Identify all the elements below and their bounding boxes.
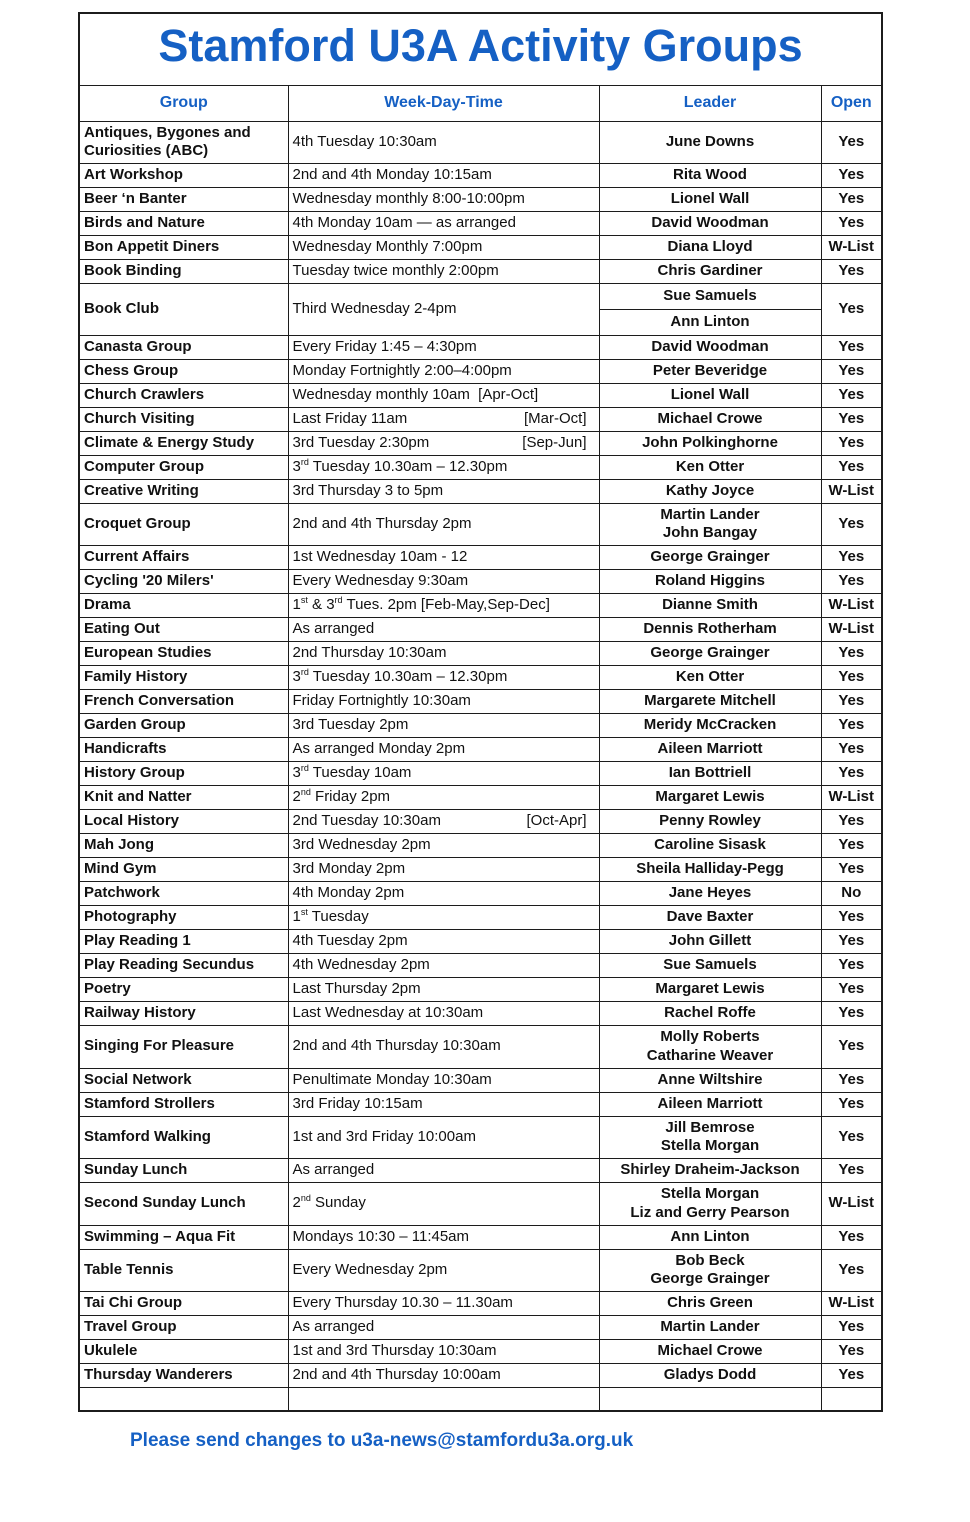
table-row — [79, 1116, 882, 1159]
time-cell: [Mar-Oct] Last Friday 11am — [288, 407, 599, 431]
leader-cell: Dennis Rotherham — [599, 618, 821, 642]
open-status-cell: Yes — [821, 407, 882, 431]
open-status-cell: Yes — [821, 1364, 882, 1388]
leader-cell: Shirley Draheim-Jackson — [599, 1159, 821, 1183]
activity-table-body — [79, 121, 882, 1411]
open-status-cell: Yes — [821, 834, 882, 858]
group-cell — [79, 1388, 288, 1411]
time-cell: 1st & 3rd Tues. 2pm [Feb-May,Sep-Dec] — [288, 594, 599, 618]
open-status-cell: Yes — [821, 260, 882, 284]
leader-cell: Jill Bemrose Stella Morgan — [599, 1116, 821, 1159]
time-cell: 3rd Tuesday 10am — [288, 762, 599, 786]
group-cell: Ukulele — [79, 1340, 288, 1364]
leader-cell — [599, 284, 821, 336]
table-row — [79, 570, 882, 594]
table-row — [79, 1316, 882, 1340]
time-cell — [288, 1388, 599, 1411]
time-cell: 3rd Friday 10:15am — [288, 1092, 599, 1116]
time-cell: Every Wednesday 2pm — [288, 1249, 599, 1292]
group-cell: Book Binding — [79, 260, 288, 284]
leader-cell: Michael Crowe — [599, 407, 821, 431]
group-cell: Knit and Natter — [79, 786, 288, 810]
time-cell: 3rd Tuesday 10.30am – 12.30pm — [288, 666, 599, 690]
table-row — [79, 906, 882, 930]
group-cell: Patchwork — [79, 882, 288, 906]
group-cell: Beer ‘n Banter — [79, 188, 288, 212]
leader-cell: Lionel Wall — [599, 383, 821, 407]
open-status-cell: W-List — [821, 1292, 882, 1316]
group-cell: Second Sunday Lunch — [79, 1183, 288, 1226]
leader-cell: Bob Beck George Grainger — [599, 1249, 821, 1292]
footer-note: Please send changes to u3a-news@stamfordu3a.org.uk — [130, 1430, 634, 1451]
table-row — [79, 1159, 882, 1183]
group-cell: Table Tennis — [79, 1249, 288, 1292]
open-status-cell: W-List — [821, 618, 882, 642]
table-row — [79, 954, 882, 978]
group-cell: Stamford Strollers — [79, 1092, 288, 1116]
group-cell: Sunday Lunch — [79, 1159, 288, 1183]
time-cell: Wednesday Monthly 7:00pm — [288, 236, 599, 260]
open-status-cell: Yes — [821, 642, 882, 666]
leader-cell: Rita Wood — [599, 164, 821, 188]
time-cell: [Sep-Jun] 3rd Tuesday 2:30pm — [288, 431, 599, 455]
group-cell: Croquet Group — [79, 503, 288, 546]
table-row — [79, 1225, 882, 1249]
leader-cell: Lionel Wall — [599, 188, 821, 212]
group-cell: Stamford Walking — [79, 1116, 288, 1159]
leader-cell: Rachel Roffe — [599, 1002, 821, 1026]
table-row — [79, 762, 882, 786]
time-cell: Every Friday 1:45 – 4:30pm — [288, 335, 599, 359]
leader-cell: Peter Beveridge — [599, 359, 821, 383]
leader-cell: Chris Green — [599, 1292, 821, 1316]
table-row — [79, 1092, 882, 1116]
group-cell: Creative Writing — [79, 479, 288, 503]
leader-cell: Anne Wiltshire — [599, 1068, 821, 1092]
group-cell: Mah Jong — [79, 834, 288, 858]
activity-groups-table — [78, 12, 883, 1412]
group-cell: Local History — [79, 810, 288, 834]
group-cell: Computer Group — [79, 455, 288, 479]
open-status-cell: Yes — [821, 359, 882, 383]
group-cell: Swimming – Aqua Fit — [79, 1225, 288, 1249]
leader-cell: Ian Bottriell — [599, 762, 821, 786]
column-header-group: Group — [79, 85, 288, 121]
season-tag: [Mar-Oct] — [524, 409, 587, 427]
table-row — [79, 1364, 882, 1388]
leader-cell: Sheila Halliday-Pegg — [599, 858, 821, 882]
time-cell: 3rd Thursday 3 to 5pm — [288, 479, 599, 503]
table-row — [79, 1340, 882, 1364]
table-row — [79, 1002, 882, 1026]
leader-cell: Jane Heyes — [599, 882, 821, 906]
group-cell: Climate & Energy Study — [79, 431, 288, 455]
leader-cell: Caroline Sisask — [599, 834, 821, 858]
table-row — [79, 164, 882, 188]
leader-cell: Aileen Marriott — [599, 1092, 821, 1116]
group-cell: Church Visiting — [79, 407, 288, 431]
table-row — [79, 359, 882, 383]
open-status-cell: Yes — [821, 738, 882, 762]
group-cell: Play Reading Secundus — [79, 954, 288, 978]
table-row — [79, 407, 882, 431]
leader-cell: Diana Lloyd — [599, 236, 821, 260]
group-cell: Eating Out — [79, 618, 288, 642]
table-row — [79, 690, 882, 714]
time-cell: 2nd Thursday 10:30am — [288, 642, 599, 666]
open-status-cell: Yes — [821, 906, 882, 930]
table-row — [79, 503, 882, 546]
time-cell: 2nd Friday 2pm — [288, 786, 599, 810]
leader-cell: Martin Lander — [599, 1316, 821, 1340]
leader-cell: Stella Morgan Liz and Gerry Pearson — [599, 1183, 821, 1226]
leader-cell: Margaret Lewis — [599, 786, 821, 810]
time-cell: 2nd Sunday — [288, 1183, 599, 1226]
group-cell: Railway History — [79, 1002, 288, 1026]
time-cell: 4th Wednesday 2pm — [288, 954, 599, 978]
time-cell: 2nd and 4th Monday 10:15am — [288, 164, 599, 188]
open-status-cell: Yes — [821, 431, 882, 455]
leader-cell: Michael Crowe — [599, 1340, 821, 1364]
leader-cell: David Woodman — [599, 335, 821, 359]
table-row — [79, 618, 882, 642]
time-cell: Monday Fortnightly 2:00–4:00pm — [288, 359, 599, 383]
table-row — [79, 786, 882, 810]
leader-cell: Aileen Marriott — [599, 738, 821, 762]
open-status-cell: Yes — [821, 383, 882, 407]
table-row — [79, 666, 882, 690]
time-cell: Last Wednesday at 10:30am — [288, 1002, 599, 1026]
column-header-open: Open — [821, 85, 882, 121]
open-status-cell — [821, 1388, 882, 1411]
leader-cell: June Downs — [599, 121, 821, 164]
table-row — [79, 882, 882, 906]
open-status-cell: W-List — [821, 1183, 882, 1226]
leader-cell: Margaret Lewis — [599, 978, 821, 1002]
leader-cell: John Gillett — [599, 930, 821, 954]
group-cell: Play Reading 1 — [79, 930, 288, 954]
leader-cell: Roland Higgins — [599, 570, 821, 594]
table-row — [79, 594, 882, 618]
open-status-cell: Yes — [821, 164, 882, 188]
time-cell: 3rd Monday 2pm — [288, 858, 599, 882]
group-cell: Mind Gym — [79, 858, 288, 882]
time-cell: 4th Monday 2pm — [288, 882, 599, 906]
group-cell: European Studies — [79, 642, 288, 666]
title-row — [79, 13, 882, 85]
time-cell: Tuesday twice monthly 2:00pm — [288, 260, 599, 284]
time-cell: Every Thursday 10.30 – 11.30am — [288, 1292, 599, 1316]
group-cell: Tai Chi Group — [79, 1292, 288, 1316]
leader-cell: Dianne Smith — [599, 594, 821, 618]
time-cell: Wednesday monthly 10am [Apr-Oct] — [288, 383, 599, 407]
open-status-cell: Yes — [821, 1092, 882, 1116]
group-cell: History Group — [79, 762, 288, 786]
time-cell: 3rd Tuesday 2pm — [288, 714, 599, 738]
open-status-cell: Yes — [821, 1159, 882, 1183]
table-row — [79, 1068, 882, 1092]
leader-cell — [599, 1388, 821, 1411]
leader-cell: Ken Otter — [599, 666, 821, 690]
leader-cell: Dave Baxter — [599, 906, 821, 930]
table-row — [79, 978, 882, 1002]
leader-cell: Penny Rowley — [599, 810, 821, 834]
column-header-row — [79, 85, 882, 121]
table-row — [79, 834, 882, 858]
group-cell: Garden Group — [79, 714, 288, 738]
open-status-cell: No — [821, 882, 882, 906]
open-status-cell: W-List — [821, 786, 882, 810]
time-cell: Mondays 10:30 – 11:45am — [288, 1225, 599, 1249]
leader-cell: Meridy McCracken — [599, 714, 821, 738]
time-cell: 4th Monday 10am — as arranged — [288, 212, 599, 236]
time-cell: As arranged Monday 2pm — [288, 738, 599, 762]
table-row — [79, 212, 882, 236]
time-cell: Penultimate Monday 10:30am — [288, 1068, 599, 1092]
open-status-cell: Yes — [821, 1002, 882, 1026]
table-row — [79, 858, 882, 882]
group-cell: Book Club — [79, 284, 288, 336]
open-status-cell: Yes — [821, 1340, 882, 1364]
table-row — [79, 260, 882, 284]
open-status-cell: Yes — [821, 810, 882, 834]
table-row — [79, 383, 882, 407]
leader-cell: Kathy Joyce — [599, 479, 821, 503]
leader-cell: George Grainger — [599, 546, 821, 570]
table-row — [79, 431, 882, 455]
group-cell: Thursday Wanderers — [79, 1364, 288, 1388]
season-tag: [Oct-Apr] — [526, 812, 587, 830]
open-status-cell: Yes — [821, 714, 882, 738]
table-row — [79, 121, 882, 164]
group-cell: Singing For Pleasure — [79, 1026, 288, 1069]
time-cell: 1st and 3rd Thursday 10:30am — [288, 1340, 599, 1364]
open-status-cell: Yes — [821, 978, 882, 1002]
time-cell: 1st Wednesday 10am - 12 — [288, 546, 599, 570]
leader-name: Ann Linton — [670, 312, 750, 330]
page-title: Stamford U3A Activity Groups — [79, 13, 882, 85]
time-cell: As arranged — [288, 1159, 599, 1183]
table-row — [79, 1026, 882, 1069]
group-cell: Cycling '20 Milers' — [79, 570, 288, 594]
time-cell: As arranged — [288, 618, 599, 642]
group-cell: Handicrafts — [79, 738, 288, 762]
time-cell: Wednesday monthly 8:00-10:00pm — [288, 188, 599, 212]
group-cell: Current Affairs — [79, 546, 288, 570]
time-cell: Third Wednesday 2-4pm — [288, 284, 599, 336]
table-row — [79, 1292, 882, 1316]
leader-cell: George Grainger — [599, 642, 821, 666]
group-cell: Canasta Group — [79, 335, 288, 359]
leader-cell: Gladys Dodd — [599, 1364, 821, 1388]
table-row — [79, 188, 882, 212]
table-row — [79, 1183, 882, 1226]
group-cell: Birds and Nature — [79, 212, 288, 236]
group-cell: Travel Group — [79, 1316, 288, 1340]
open-status-cell: Yes — [821, 455, 882, 479]
table-row — [79, 335, 882, 359]
season-tag: [Sep-Jun] — [522, 433, 587, 451]
table-row — [79, 738, 882, 762]
open-status-cell: Yes — [821, 930, 882, 954]
table-row — [79, 284, 882, 336]
open-status-cell: Yes — [821, 503, 882, 546]
group-cell: Chess Group — [79, 359, 288, 383]
table-row — [79, 930, 882, 954]
column-header-time: Week-Day-Time — [288, 85, 599, 121]
time-cell: As arranged — [288, 1316, 599, 1340]
table-row — [79, 479, 882, 503]
open-status-cell: Yes — [821, 284, 882, 336]
leader-cell: Martin Lander John Bangay — [599, 503, 821, 546]
time-cell: 1st Tuesday — [288, 906, 599, 930]
leader-cell: David Woodman — [599, 212, 821, 236]
leader-cell: Molly Roberts Catharine Weaver — [599, 1026, 821, 1069]
open-status-cell: Yes — [821, 954, 882, 978]
open-status-cell: Yes — [821, 212, 882, 236]
group-cell: French Conversation — [79, 690, 288, 714]
group-cell: Art Workshop — [79, 164, 288, 188]
time-cell: 1st and 3rd Friday 10:00am — [288, 1116, 599, 1159]
group-cell: Church Crawlers — [79, 383, 288, 407]
time-cell: 2nd and 4th Thursday 2pm — [288, 503, 599, 546]
open-status-cell: Yes — [821, 1225, 882, 1249]
open-status-cell: Yes — [821, 762, 882, 786]
open-status-cell: Yes — [821, 1316, 882, 1340]
time-cell: 4th Tuesday 10:30am — [288, 121, 599, 164]
open-status-cell: Yes — [821, 570, 882, 594]
table-row — [79, 455, 882, 479]
leader-cell: John Polkinghorne — [599, 431, 821, 455]
open-status-cell: W-List — [821, 594, 882, 618]
leader-name: Sue Samuels — [600, 284, 821, 310]
group-cell: Poetry — [79, 978, 288, 1002]
time-cell: Every Wednesday 9:30am — [288, 570, 599, 594]
group-cell: Drama — [79, 594, 288, 618]
table-row — [79, 810, 882, 834]
open-status-cell: Yes — [821, 690, 882, 714]
leader-cell: Chris Gardiner — [599, 260, 821, 284]
open-status-cell: Yes — [821, 858, 882, 882]
table-row — [79, 714, 882, 738]
open-status-cell: Yes — [821, 335, 882, 359]
group-cell: Bon Appetit Diners — [79, 236, 288, 260]
time-cell: Last Thursday 2pm — [288, 978, 599, 1002]
time-cell: [Oct-Apr] 2nd Tuesday 10:30am — [288, 810, 599, 834]
group-cell: Family History — [79, 666, 288, 690]
leader-cell: Sue Samuels — [599, 954, 821, 978]
table-row — [79, 1249, 882, 1292]
time-cell: 3rd Wednesday 2pm — [288, 834, 599, 858]
empty-row — [79, 1388, 882, 1411]
time-cell: 2nd and 4th Thursday 10:00am — [288, 1364, 599, 1388]
table-row — [79, 236, 882, 260]
time-cell: Friday Fortnightly 10:30am — [288, 690, 599, 714]
open-status-cell: Yes — [821, 188, 882, 212]
group-cell: Social Network — [79, 1068, 288, 1092]
open-status-cell: Yes — [821, 546, 882, 570]
open-status-cell: Yes — [821, 121, 882, 164]
group-cell: Antiques, Bygones and Curiosities (ABC) — [79, 121, 288, 164]
time-cell: 3rd Tuesday 10.30am – 12.30pm — [288, 455, 599, 479]
group-cell: Photography — [79, 906, 288, 930]
open-status-cell: Yes — [821, 666, 882, 690]
open-status-cell: Yes — [821, 1116, 882, 1159]
open-status-cell: Yes — [821, 1026, 882, 1069]
leader-cell: Ann Linton — [599, 1225, 821, 1249]
open-status-cell: Yes — [821, 1068, 882, 1092]
open-status-cell: Yes — [821, 1249, 882, 1292]
open-status-cell: W-List — [821, 479, 882, 503]
table-row — [79, 546, 882, 570]
table-row — [79, 642, 882, 666]
leader-cell: Margarete Mitchell — [599, 690, 821, 714]
time-cell: 2nd and 4th Thursday 10:30am — [288, 1026, 599, 1069]
time-cell: 4th Tuesday 2pm — [288, 930, 599, 954]
column-header-leader: Leader — [599, 85, 821, 121]
open-status-cell: W-List — [821, 236, 882, 260]
leader-cell: Ken Otter — [599, 455, 821, 479]
